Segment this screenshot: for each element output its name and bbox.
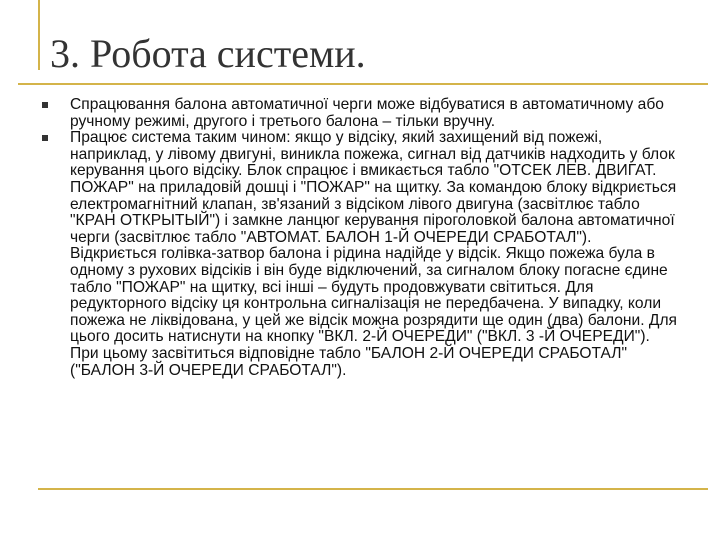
- bullet-item: [40, 97, 680, 130]
- bullet-item: [40, 130, 680, 379]
- decorative-vertical-line: [38, 0, 40, 70]
- decorative-bottom-line: [38, 488, 708, 490]
- square-bullet-icon: [42, 135, 48, 141]
- slide-title: 3. Робота системи.: [50, 31, 366, 76]
- square-bullet-icon: [42, 102, 48, 108]
- bullet-text: Працює система таким чином: якщо у відсіку, який захищений від пожежі, наприклад, у лівому двигуні, виникла пожежа, сигнал від датчиків надходить у блок керування цього відсіку. Блок спрацює і вмикається табло "ОТСЕК ЛЕВ. ДВИГАТ. ПОЖАР" на приладовій дошці і "ПОЖАР" на щитку. За командою блоку відкриється електромагнітний клапан, зв'язаний з відсіком лівого двигуна (засвітлює табло "КРАН ОТКРЫТЫЙ") і замкне ланцюг керування піроголовкой балона автоматичної черги (засвітлює табло "АВТОМАТ. БАЛОН 1-Й ОЧЕРЕДИ СРАБОТАЛ"). Відкриється голівка-затвор балона і рідина надійде у відсік. Якщо пожежа була в одному з рухових відсіків і він буде відключений, за сигналом блоку погасне єдине табло "ПОЖАР" на щитку, всі інші – будуть продовжувати світиться. Для редукторного відсіку ця контрольна сигналізація не передбачена. У випадку, коли пожежа не ліквідована, у цей же відсік можна розрядити ще один (два) балони. Для цього досить натиснути на кнопку "ВКЛ. 2-Й ОЧЕРЕДИ" ("ВКЛ. 3 -Й ОЧЕРЕДИ"). При цьому засвітиться відповідне табло "БАЛОН 2-Й ОЧЕРЕДИ СРАБОТАЛ" ("БАЛОН 3-Й ОЧЕРЕДИ СРАБОТАЛ").: [70, 129, 678, 379]
- bullet-list: [40, 97, 680, 379]
- bullet-text: Спрацювання балона автоматичної черги може відбуватися в автоматичному або ручному режимі, другого і третього балона – тільки вручну.: [70, 96, 664, 130]
- decorative-title-underline: [18, 83, 708, 85]
